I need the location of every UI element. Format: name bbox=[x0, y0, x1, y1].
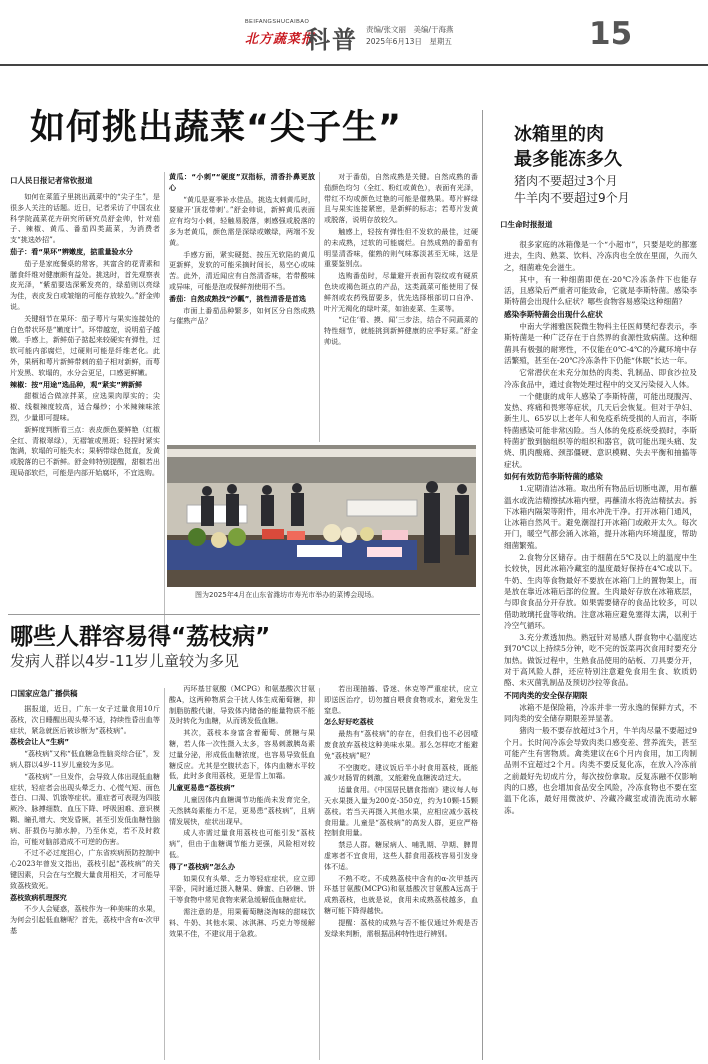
subheading: 不同肉类的安全保存期限 bbox=[504, 690, 588, 700]
paragraph: 最热有“荔枝病”的存在，但我们也不必因噎废食放弃荔枝这种美味水果。那么怎样吃才能避免“荔枝病”呢？ bbox=[324, 729, 478, 760]
paragraph: 茄子是家庭餐桌的常客，其富含的花青素和膳食纤维对健康颇有益处。挑选时，首先观察表皮光泽，“紫茄要选深紫发亮的，绿茄则以亮绿为佳，表皮发白或皱缩的可能存放较久。”舒金帅说。 bbox=[10, 258, 160, 311]
paragraph: 适量食用。《中国居民膳食指南》建议每人每天水果摄入量为200克-350克，约为10颗-15颗荔枝。若当天再摄入其他水果，应相应减少荔枝食用量。儿童是“荔枝病”的高发人群，更应严格控制食用量。 bbox=[324, 785, 478, 838]
article2-byline: 口国家应急广播供稿 bbox=[10, 689, 78, 698]
subheading: 辣椒：按“用途”选品种，观“紧实”辨新鲜 bbox=[10, 379, 143, 389]
photo-caption: 图为2025年4月在山东省潍坊市寿光市举办的菜博会现场。 bbox=[195, 591, 379, 599]
paragraph: 1.定期清洁冰箱。取出所有物品后切断电源，用布蘸温水或洗洁精擦拭冰箱内壁，再蘸清水将洗洁精拭去。拆下冰箱内隔架等附件，用水冲洗干净。打开冰箱门通风，让冰箱自然风干。避免潮湿打开冰箱门或敞开太久。每次开门，暖空气都会涌入冰箱，提升冰箱内环境温度，帮助细菌繁殖。 bbox=[504, 484, 697, 550]
subheading: 感染李斯特菌会出现什么症状 bbox=[504, 309, 603, 319]
masthead-pinyin: BEIFANGSHUCAIBAO bbox=[245, 19, 310, 25]
article2-column-3 bbox=[324, 684, 478, 1060]
subheading: 黄瓜：“小刺”“硬度”双指标，清香扑鼻更放心 bbox=[169, 172, 315, 192]
article3-byline: 口生命时报报道 bbox=[500, 220, 553, 229]
paragraph: “黄瓜是夏季补水佳品，挑选太刺黄瓜时，要避开‘顶花带刺’。”舒金帅说，新鲜黄瓜表面应有均匀小刺，轻触易脱落，刺感强或脱落的多为老黄瓜，颜色需是深绿或嫩绿，两端不发黄。 bbox=[169, 194, 315, 247]
paragraph: 甜椒适合做凉拌菜，应选果肉厚实的；尖椒、线椒辣度较高，适合爆炒；小米辣辣味浓烈，少量即可提味。 bbox=[10, 391, 160, 422]
paragraph: 儿童因体内血糖调节功能尚未发育完全，天然胰岛素能力不足，更易患“荔枝病”，且病情发展快，症状出现早。 bbox=[169, 794, 315, 826]
article1-column-3 bbox=[324, 172, 478, 442]
paragraph: “荔枝病”一旦发作，会导致人体出现低血糖症状，轻症者会出现头晕乏力、心慌气短、面色苍白、口渴、饥饿等症状。重症者可表现为四肢厥冷、脉搏细数、血压下降、呼吸困难、意识模糊、瞳孔增大、突发昏厥，甚至引发低血糖性脑病、肝损伤与肺水肿，乃至休克，若不及时救治，可能对脑部造成不可逆的伤害。 bbox=[10, 771, 160, 846]
paragraph: 若出现抽搐、昏迷、休克等严重症状，应立即送医治疗，切勿擅自喂食食物或水，避免发生窒息。 bbox=[324, 684, 478, 715]
article1-title: 如何挑出蔬菜“尖子生” bbox=[30, 108, 403, 148]
expo-photo-illustration bbox=[167, 445, 476, 587]
paragraph: 丙环基甘氨酸（MCPG）和氨基酸次甘氨酸A，这两种物质会干扰人体生成葡萄糖，抑制脂肪酸代谢，导致体内储备的能量物质不能及时转化为血糖，从而诱发低血糖。 bbox=[169, 684, 315, 726]
paragraph: 3.充分煮透加热。熟冠针对易感人群食物中心温度达到70℃以上持续5分钟，吃不完的饭菜再次食用时要充分加热。做饭过程中，生熟食品使用的砧板、刀具要分开，对于高风险人群，还应特别注意避免食用生食、软质奶酪、未灭菌乳制品及预切沙拉等食品。 bbox=[504, 633, 697, 688]
paragraph: 它常潜伏在未充分加热的肉类、乳制品、即食沙拉及冷冻食品中，通过食物处理过程中的交叉污染侵入人体。 bbox=[504, 368, 697, 389]
paragraph: 不熟不吃。不成熟荔枝中含有的α-次甲基丙环基甘氨酸(MCPG)和氨基酸次甘氨酸A远高于成熟荔枝，也就是说，食用未成熟荔枝越多，血糖可能下降得越快。 bbox=[324, 873, 478, 915]
paragraph: 如果仅有头晕、乏力等轻症症状，应立即平卧，同时通过摄入糖果、蜂蜜、白砂糖、饼干等食物中常见食物来紧急缓解低血糖症状。 bbox=[169, 873, 315, 905]
page-number: 15 bbox=[589, 16, 633, 52]
paragraph: 如何在菜篮子里挑出蔬菜中的“尖子生”，是很多人关注的话题。近日，记者采访了中国农业科学院蔬菜花卉研究所研究员舒金帅，针对茄子、辣椒、黄瓜、番茄四类蔬菜，为消费者支“挑选妙招”。 bbox=[10, 192, 160, 245]
newspaper-logo: 北方蔬菜报 bbox=[245, 32, 316, 47]
paragraph: 不空腹吃。建议饭后半小时食用荔枝，既能减少对肠胃的刺激，又能避免血糖波动过大。 bbox=[324, 762, 478, 783]
paragraph: 成人亦需过量食用荔枝也可能引发“荔枝病”，但由于血糖调节能力更强，风险相对较低。 bbox=[169, 828, 315, 859]
paragraph: 中南大学湘雅医院微生物科主任医师樊纪春表示，李斯特菌是一种广泛存在于自然界的食源性致病菌。这种细菌具有极强的耐寒性，不仅能在0℃-4℃的冷藏环境中存活繁殖，甚至在-20℃冷冻条件下仍能“休眠”长达一年。 bbox=[504, 322, 697, 365]
article3-subtitle-1: 猪肉不要超过3个月 bbox=[514, 174, 618, 188]
paragraph: “记住‘看、摸、闻’三步法，结合不同蔬菜的特性细节，就能挑到新鲜健康的应季好菜。”舒金帅说。 bbox=[324, 315, 478, 346]
paragraph: 市面上番茄品种繁多，如何区分自然成熟与催熟产品？ bbox=[169, 305, 315, 326]
article1-column-2 bbox=[169, 172, 315, 442]
article3-title-line2: 最多能冻多久 bbox=[514, 149, 622, 170]
article2-column-2 bbox=[169, 684, 315, 1060]
paragraph: 选购番茄时，尽量避开表面有裂纹或有硬质色块或褐色斑点的产品，这类蔬菜可能使用了保鲜剂或农药残留要多，优先选择根部切口自净、叶片无褐化的绿叶菜，如油麦菜、生菜等。 bbox=[324, 271, 478, 313]
masthead-editors: 责编/张文丽 美编/于海燕 bbox=[366, 25, 454, 34]
article2-column-1 bbox=[10, 704, 160, 1060]
paragraph: 关键细节在果环：茄子萼片与果实连接处的白色带状环是“嫩度计”。环带越宽，说明茄子越嫩。手感上，新鲜茄子掂起来较硬实有弹性，过软可能内部腐烂，过硬则可能是纤维老化。此外，果柄和萼片新鲜带刺的茄子相对新鲜，而萼片发黑、软塌的，水分会更足，口感更鲜嫩。 bbox=[10, 313, 160, 377]
paragraph: 据报道，近日，广东一女子过量食用10斤荔枝，次日睡醒出现头晕不适，持续性昏出血等症状，紧急就医后被诊断为“荔枝病”。 bbox=[10, 704, 160, 735]
subheading: 荔枝致病机理探究 bbox=[10, 892, 67, 902]
paragraph: 禁忌人群。糖尿病人、哺乳期、孕期、脾胃虚寒者不宜食用，这些人群食用荔枝容易引发身体不适。 bbox=[324, 840, 478, 871]
subheading: 得了“荔枝病”怎么办 bbox=[169, 861, 236, 871]
article3-subtitle-2: 牛羊肉不要超过9个月 bbox=[514, 191, 630, 205]
column-divider bbox=[319, 172, 320, 442]
column-divider bbox=[319, 688, 320, 1060]
article2-subtitle: 发病人群以4岁-11岁儿童较为多见 bbox=[10, 652, 240, 670]
subheading: 茄子：看“果环”辨嫩度，掂重量验水分 bbox=[10, 246, 133, 256]
paragraph: 其中，有一种细菌即使在-20℃冷冻条件下也能存活，且感染后严重者可能致命，它就是李斯特菌。感染李斯特菌会出现什么症状？哪些食物容易感染这种细菌？ bbox=[504, 274, 697, 307]
masthead-date: 2025年6月13日 星期五 bbox=[366, 37, 452, 46]
paragraph: 新鲜度判断看三点：表皮颜色要鲜艳（红椒全红、青椒翠绿），无褶皱或黑斑；轻捏时紧实饱满，软塌的可能失水；果柄带绿色挺直，发黄或脱落的已不新鲜。舒金帅特别提醒，甜椒若出现局部软烂，可能是内部开始腐坏，不宜选购。 bbox=[10, 424, 160, 477]
paragraph: 触感上，轻按有弹性但不发软的最佳，过硬的未成熟，过软的可能腐烂。自然成熟的番茄有明显清香味，催熟的则气味寡淡甚至无味，这是重要鉴别点。 bbox=[324, 226, 478, 269]
paragraph: 不过不必过度担心，广东省疾病预防控制中心2023年曾发文指出，荔枝引起“荔枝病”的关键因素，只会在与空腹大量食用相关，才可能导致荔枝致死。 bbox=[10, 848, 160, 890]
section-rule bbox=[8, 614, 480, 615]
paragraph: 很多家庭的冰箱像是一个“小超市”，只要是吃的都塞进去，生肉、熟菜、饮料、冷冻肉也全放在里面，久而久之，细菌难免会滋生。 bbox=[504, 240, 697, 272]
paragraph: 冰箱不是保险箱，冷冻并非一劳永逸的保鲜方式，不同肉类的安全储存期限差异显著。 bbox=[504, 702, 697, 724]
paragraph: 提醒：荔枝的成熟与否不能仅通过外观是否发绿来判断，需根据品种特性进行辨别。 bbox=[324, 917, 478, 938]
section-title: 科普 bbox=[306, 26, 358, 54]
column-divider bbox=[164, 172, 165, 642]
masthead bbox=[0, 0, 708, 68]
paragraph: 2.食物分区储存。由于细菌在5℃及以上的温度中生长较快，因此冰箱冷藏室的温度最好保持在4℃或以下。牛奶、生肉等食物最好不要放在冰箱门上的置物架上，而是放在靠近冰箱后部的位置。生肉最好存放在冰箱底层，与即食食品分开存放。如果需要储存的食品比较多，可以借助玻璃托盘等收纳。注意冰箱应避免塞得太满，以利于冷空气循环。 bbox=[504, 553, 697, 630]
article2-title: 哪些人群容易得“荔枝病” bbox=[10, 624, 271, 650]
subheading: 如何有效防范李斯特菌的感染 bbox=[504, 471, 603, 481]
article3-body bbox=[504, 239, 697, 1057]
article3-title-line1: 冰箱里的肉 bbox=[514, 124, 604, 145]
paragraph: 一个健康的成年人感染了李斯特菌，可能出现腹泻、发热、疼痛和畏寒等症状，几天后会恢复。但对于孕妇、新生儿、65岁以上老年人和免疫系统受损的人而言，李斯特菌感染可能非常凶险。当人体的免疫系统受损时，李斯特菌扩散到脑组织等的组织和器官，就可能出现头痛、发烧、肌肉酸痛、颈部僵硬、意识模糊、失去平衡和抽搐等症状。 bbox=[504, 391, 697, 469]
paragraph: 其次，荔枝本身富含着葡萄、蔗糖与果糖，若人体一次性摄入太多，容易刺激胰岛素过量分泌，形成低血糖浓度，也容易导致低血糖反应。尤其是空腹状态下，体内血糖水平较低，此时多食用荔枝，更是雪上加霜。 bbox=[169, 728, 315, 781]
subheading: 荔枝会让人“生病” bbox=[10, 737, 69, 747]
paragraph: “荔枝病”又称“低血糖急性脑炎综合征”，发病人群以4岁-11岁儿童较为多见。 bbox=[10, 749, 160, 769]
article1-byline: 口人民日报记者常钦报道 bbox=[10, 176, 93, 185]
paragraph: 猪肉一般不要存放超过3个月，牛羊肉尽量不要超过9个月。长时间冷冻会导致肉类口感变差、营养流失，甚至可能产生有害物质。禽类建议在6个月内食用，加工肉制品则不宜超过2个月。肉类不要反复化冻，在放入冷冻前之前最好先切成片分，每次按份拿取。反复冻融不仅影响肉的口感，也会增加食品安全风险，冷冻食物也不要在室温下化冻，最好用微波炉、冷藏冷藏室或清洗流动水解冻。 bbox=[504, 726, 697, 815]
paragraph: 不少人会疑惑，荔枝作为一种美味的水果，为何会引起低血糖呢？首先，荔枝中含有α-次甲基 bbox=[10, 904, 160, 935]
subheading: 儿童更易患“荔枝病” bbox=[169, 783, 236, 793]
paragraph: 需注意的是，用果葡萄糖浇淘味的甜味饮料、牛奶、其他水果、冰淇淋、巧克力等缓解效果不佳，不建议用于急救。 bbox=[169, 906, 315, 938]
masthead-rule bbox=[0, 64, 708, 66]
expo-photo bbox=[167, 445, 476, 587]
paragraph: 手感方面，紧实硬挺、按压无软陷的黄瓜更新鲜，发软的可能采摘时间长，易空心或味苦。此外，清近闻应有自然清香味，若带酸味或异味，可能是泡或保鲜剂使用不当。 bbox=[169, 249, 315, 291]
subheading: 番茄：自然成熟找“沙瓤”，挑性清香是首选 bbox=[169, 293, 307, 303]
column-divider bbox=[482, 110, 483, 1060]
article1-column-1 bbox=[10, 192, 160, 642]
column-divider bbox=[164, 688, 165, 1060]
subheading: 怎么好好吃荔枝 bbox=[324, 717, 374, 727]
paragraph: 对于番茄，自然成熟是关键。自然成熟的番茄颜色均匀（全红、粉红或黄色），表面有光泽，带红不均或颜色过艳的可能是催熟果。萼片鲜绿且与果实连接紧密，是新鲜的标志；若萼片发黄或脱落，说明存放较久。 bbox=[324, 172, 478, 225]
